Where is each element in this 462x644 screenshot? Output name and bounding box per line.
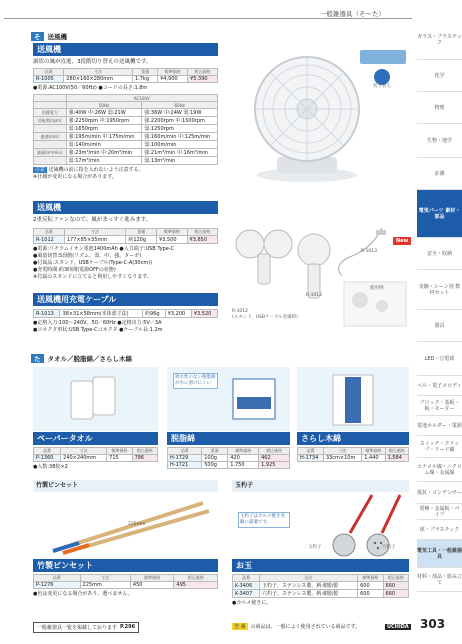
product-cable: [33, 293, 218, 334]
product-title: お玉: [232, 559, 409, 572]
fan-2-label: R-1012: [306, 293, 323, 298]
sidebar-tab[interactable]: 電池ホルダー・電源: [417, 416, 462, 436]
sarashi-image: [297, 367, 409, 431]
sidebar-tab[interactable]: LED・豆電球: [417, 342, 462, 376]
fan-1-image: [232, 47, 412, 187]
bamboo-dim-label: 225mm: [128, 522, 146, 527]
section-kana: そ: [31, 32, 44, 41]
section-header-so: [28, 31, 208, 42]
sidebar-tab[interactable]: 安全・収納: [417, 238, 462, 270]
sidebar-tab[interactable]: 物理: [417, 92, 462, 124]
fan-2-caption: R-1012 (スタンド、USBケーブル者備時): [232, 309, 298, 320]
spec-table: AC100V 50Hz 60Hz 消費電力 強:40W 中:26W 弱:21W 強:36W 中:24W 弱:19W 回転数(rpm) 強:2250rpm 中:1950rpm 強:2200rpm 中:1500rpm 弱:1650rpm 弱:1250rpm 風速(m/s) 強:195m/min 中:175m/min 強:160m/min 中:125m/min 弱:140m/min 弱:100m/min 風量(m³/min) 強:23m³/min 中:20m³/min 強:21m³/min 中:16m³/min 弱:17m³/min 弱:13m³/min: [33, 94, 218, 165]
power-info: ●電源:AC100V(50／60Hz) ●コードの長さ:1.8m: [33, 85, 148, 91]
ladle-callout: 玉杓子はカルメ焼き実験に最適です。: [238, 512, 290, 528]
price-table: 品番 寸法 標準価格 税込価格 P-1360 240×240mm 715 786: [33, 447, 158, 462]
sidebar-tab[interactable]: 器具: [417, 310, 462, 342]
section-title: 送風機: [47, 33, 67, 41]
ladle-note: ●カルメ焼きに。: [232, 600, 272, 606]
caution-badge: 注意: [35, 167, 46, 173]
sidebar-tab[interactable]: 生物・地学: [417, 124, 462, 158]
sidebar-tab[interactable]: 実験・シーン別 数材セット: [417, 270, 462, 310]
sidebar-tab[interactable]: 球・プラスチック: [417, 520, 462, 540]
price-table: 品番 寸法 重量 標準価格 税込価格 R-1012 177×85×35mm 約120g ¥3,500 ¥3,850: [33, 228, 218, 244]
fan-2-bullets: ●電源:リチウムイオン電池1400mAh ●入力端子:USB Type-C ●風量切替:5段階(リズム、弱、中、強、ターボ) ●付属品:スタンド、USBケーブル(Type-C-A(30cm)) ●充電時間:約3時間(電源OFFの状態) ※付属のスタンドに立てると利用しやすくなります。: [33, 246, 175, 280]
product-title: 脱脂綿: [167, 432, 290, 445]
price-table: 品番 重量 標準価格 税込価格 H-1729 100g 420 462 H-1721 500g 1,750 1,925: [167, 447, 290, 469]
price-table: 品番 品名 標準価格 税込価格 K-3406 玉杓子、ステンレス製、柄:樹脂製 600 660 K-3407 穴杓子、ステンレス製、柄:樹脂製 600 660: [232, 574, 409, 598]
page-number: 303: [420, 617, 446, 631]
price-table: 品番 寸法 標準価格 税込価格 P-1276 225mm 450 495: [33, 574, 218, 589]
section-kana: た: [31, 354, 44, 363]
sidebar-tab[interactable]: 化学: [417, 60, 462, 92]
product-towel: [33, 432, 158, 471]
sidebar-tab[interactable]: エナメル線・ニクロム線・金属線: [417, 458, 462, 482]
product-title: 送風機用充電ケーブル: [33, 293, 218, 306]
fan-2-label: R-1013: [361, 249, 378, 254]
ladle-label: 穴杓子: [382, 545, 396, 550]
sidebar-tab[interactable]: 材料・部品・組み立て: [417, 568, 462, 592]
towel-note: ●入数:38枚×2: [33, 464, 68, 470]
product-title: 竹製ピンセット: [33, 559, 218, 572]
product-ladle: [232, 559, 409, 607]
price-table: R-1013 38×31×58mm(本体部寸法) 約96g ¥3,200 ¥3,520: [33, 309, 218, 318]
brand-logo: UCHIDA: [387, 624, 409, 630]
sidebar-tab[interactable]: ガラス・プラスチック: [417, 20, 462, 60]
product-title: 送風機: [33, 201, 218, 214]
product-fan-1: [33, 43, 218, 181]
spec-note: ※仕様が変更になる場合があります。: [33, 174, 117, 180]
usage-label: 使用例: [370, 286, 384, 291]
product-title: 送風機: [33, 43, 218, 56]
cable-spec: ●コネクタ形状:USB Type-Cコネクタ ●ケーブル長:1.2m: [33, 327, 163, 333]
product-title: さらし木綿: [297, 432, 409, 445]
section-title: タオル／脱脂綿／さらし木綿: [47, 355, 132, 363]
product-cotton: [167, 432, 290, 469]
product-fan-2: [33, 201, 218, 281]
sidebar-tab[interactable]: 電気パーツ 素材・部品: [417, 190, 462, 238]
product-bamboo: [33, 559, 218, 598]
sidebar-tab[interactable]: スイッチ・クリップ・リード線: [417, 436, 462, 458]
bamboo-image: [33, 493, 218, 558]
section-header-ta: [28, 353, 408, 364]
price-table: 品番 寸法 標準価格 税込価格 H-1734 33cm×10m 1,440 1,584: [297, 447, 409, 462]
sidebar-tab[interactable]: 抵抗・コンデンサー: [417, 482, 462, 504]
caution-note: 送風機の前に指を入れないよう注意する。: [48, 167, 144, 173]
paper-towel-image: [33, 367, 158, 431]
price-table: 品番 寸法 重量 標準価格 税込価格 R-1005 280×160×280mm 1.7kg ¥4,900 ¥5,390: [33, 68, 218, 83]
footer-reference[interactable]: 一般雑器具一覧を掲載しております P.296: [33, 622, 139, 633]
bamboo-header: 竹製ピンセット: [33, 480, 218, 492]
product-title: ペーパータオル: [33, 432, 158, 445]
ladle-label: 玉杓子: [308, 545, 322, 550]
new-badge: New: [393, 237, 411, 245]
switch-caption: 切り替え: [373, 84, 391, 89]
header-rule: [4, 18, 412, 19]
page-category: 一般雑器具（そ～た）: [320, 10, 385, 18]
sidebar-tab[interactable]: 電気工具・一般雑器具: [417, 540, 462, 568]
product-sarashi: [297, 432, 409, 462]
footer-legend: 型 番 の商品は、一般によく使用されている商品です。: [234, 624, 361, 630]
sidebar-tab[interactable]: ベル・電子メロディ: [417, 376, 462, 396]
sidebar-tab[interactable]: 計測: [417, 158, 462, 190]
sidebar-tab[interactable]: ブロック・基板・板・モーター: [417, 396, 462, 416]
product-desc: 2重反転ファンなので、風がまっすぐ進みます。: [33, 217, 152, 223]
cotton-callout: 吸水性のない脱脂綿が水に溶けにくい: [173, 373, 218, 389]
product-desc: 渦状の風が直進、3段階切り替えの送風機です。: [33, 59, 152, 65]
ladle-header: 玉杓子: [232, 480, 409, 492]
bamboo-note: ●色は変更になる場合があり、選べません。: [33, 591, 133, 597]
cable-spec: ●定格入力:100～240V、50／60Hz ●定格出力:5V／3A: [33, 320, 162, 326]
sidebar-tab[interactable]: 電極・金属板・パイプ: [417, 504, 462, 520]
